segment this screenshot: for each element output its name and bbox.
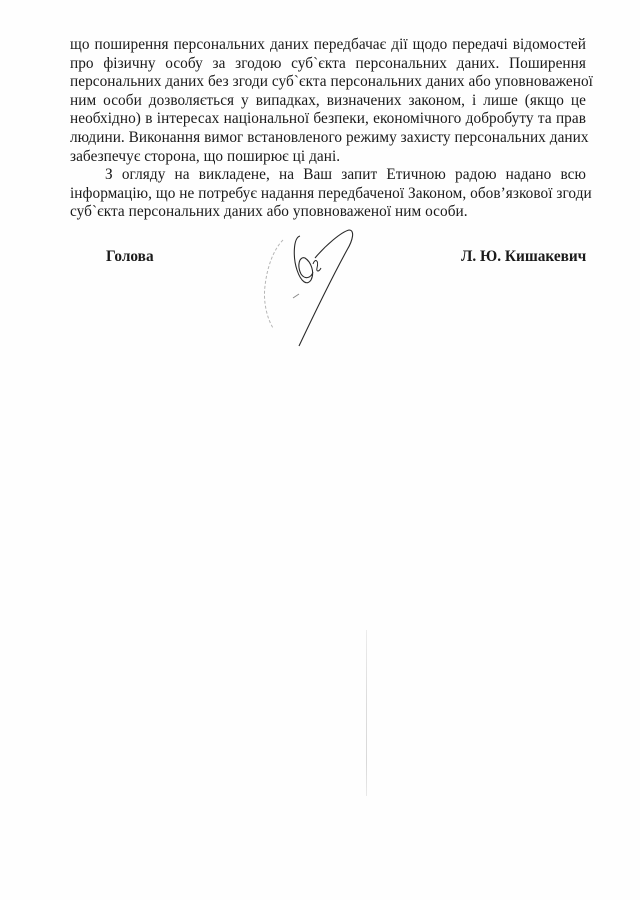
text-line: що поширення персональних даних передбачає дії щодо передачі відомостей	[70, 36, 586, 53]
signatory-position: Голова	[106, 248, 154, 265]
text-line: про фізичну особу за згодою суб`єкта персональних даних. Поширення	[70, 54, 586, 72]
text-line: забезпечує сторона, що поширює ці дані.	[70, 147, 341, 165]
text-line: персональних даних без згоди суб`єкта персональних даних або уповноваженої	[70, 73, 593, 91]
text-line: необхідно) в інтересах національної безпеки, економічного добробуту та прав	[70, 110, 586, 128]
handwritten-signature-icon	[255, 228, 365, 348]
text-line: інформацію, що не потребує надання передбаченої Законом, обов’язкової згоди	[70, 184, 592, 202]
signatory-name: Л. Ю. Кишакевич	[461, 248, 587, 265]
text-line: З огляду на викладене, на Ваш запит Етичною радою надано всю	[105, 166, 586, 184]
text-line: людини. Виконання вимог встановленого режиму захисту персональних даних	[70, 128, 589, 146]
scan-artifact-line	[366, 630, 367, 796]
text-line: суб`єкта персональних даних або уповноваженої ним особи.	[70, 203, 468, 221]
text-line: ним особи дозволяється у випадках, визначених законом, і лише (якщо це	[70, 91, 586, 109]
